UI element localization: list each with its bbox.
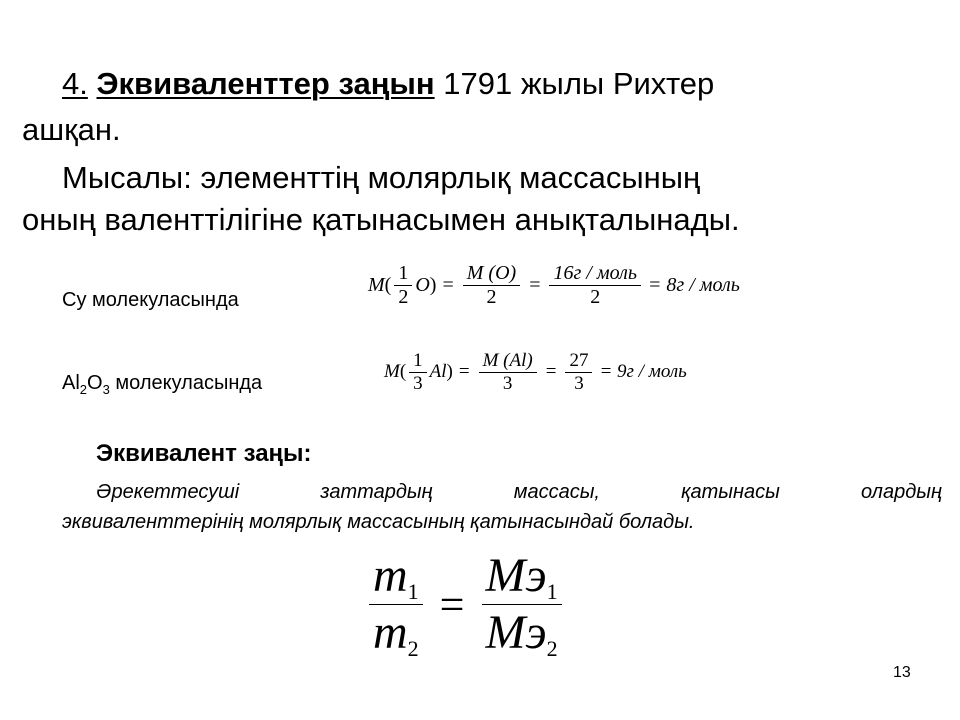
water-result: = 8г / моль [647, 274, 740, 296]
alumina-open: ( [399, 361, 407, 383]
water-m: M [368, 274, 385, 296]
alumina-third-num: 1 [413, 350, 423, 371]
water-half-num: 1 [398, 262, 409, 284]
page-number: 13 [893, 664, 911, 681]
water-close: ) [429, 274, 437, 296]
heading-line1 [62, 64, 714, 104]
m-sub2: 2 [407, 636, 419, 662]
alumina-close: ) [446, 361, 453, 383]
alumina-label-sub2: 3 [102, 382, 110, 397]
law-line1 [96, 478, 942, 506]
alumina-equation [384, 350, 687, 395]
alumina-third-den: 3 [413, 372, 423, 394]
alumina-third-fraction [409, 350, 427, 395]
mass-ratio [369, 548, 423, 662]
alumina-label-sub1: 2 [79, 382, 88, 397]
example-line1: Мысалы: элементтің молярлық массасының [62, 160, 701, 195]
alumina-fraction-3 [565, 350, 592, 395]
alumina-result: = 9г / моль [599, 361, 687, 383]
heading-rest: 1791 жылы Рихтер [434, 66, 715, 101]
water-eq1: = [442, 274, 454, 296]
water-label: Су молекуласында [62, 289, 239, 311]
equivalent-mass-ratio [482, 548, 562, 662]
law-word: заттардың [320, 481, 433, 503]
me-denominator [482, 605, 562, 661]
alumina-f2-den: 3 [502, 372, 513, 394]
alumina-f3-num: 27 [569, 350, 589, 371]
law-word: массасы, [513, 481, 600, 503]
water-f2-den: 2 [486, 286, 497, 308]
alumina-f2-num: M (Al) [482, 350, 533, 371]
water-fraction-3 [549, 262, 640, 309]
water-f3-den: 2 [590, 286, 601, 308]
mass-numerator [369, 548, 423, 604]
me-numerator [482, 548, 562, 604]
alumina-eq1: = [458, 361, 470, 383]
heading-line2: ашқан. [22, 112, 121, 147]
water-half-fraction [394, 262, 412, 309]
alumina-fraction-2 [479, 350, 537, 395]
law-word: олардың [860, 481, 942, 503]
me-symbol: Mэ [485, 606, 547, 660]
m-symbol: m [373, 549, 408, 602]
mass-denominator [369, 605, 423, 661]
water-open: ( [384, 274, 392, 296]
water-equation [368, 262, 740, 309]
alumina-label-o: O [87, 372, 103, 394]
alumina-eq2: = [545, 361, 557, 383]
law-word: Әрекеттесуші [96, 481, 240, 503]
alumina-m: M [384, 361, 400, 383]
water-f3-num: 16г / моль [553, 262, 637, 284]
law-line2: эквиваленттерінің молярлық массасының қатынасындай болады. [62, 511, 695, 533]
water-element: O [415, 274, 430, 296]
m-symbol: m [373, 606, 408, 660]
example-line2: оның валенттілігіне қатынасымен анықталынады. [22, 202, 740, 237]
alumina-label [62, 370, 262, 403]
water-eq2: = [529, 274, 541, 296]
me-symbol: Mэ [485, 549, 547, 602]
equivalence-formula [366, 548, 565, 662]
heading-number: 4. [62, 66, 88, 101]
water-fraction-2 [463, 262, 520, 309]
alumina-f3-den: 3 [574, 372, 584, 394]
law-title: Эквивалент заңы: [96, 440, 312, 467]
me-sub1: 1 [546, 579, 558, 604]
alumina-element: Al [429, 361, 447, 383]
heading-law-name: Эквиваленттер заңын [96, 66, 435, 101]
water-half-den: 2 [398, 286, 409, 308]
me-sub2: 2 [546, 636, 558, 662]
alumina-label-al: Al [62, 372, 80, 394]
water-f2-num: M (O) [466, 262, 517, 284]
alumina-label-rest: молекуласында [109, 372, 263, 394]
m-sub1: 1 [407, 579, 419, 604]
law-word: қатынасы [681, 481, 780, 503]
formula-eq: = [439, 580, 465, 630]
